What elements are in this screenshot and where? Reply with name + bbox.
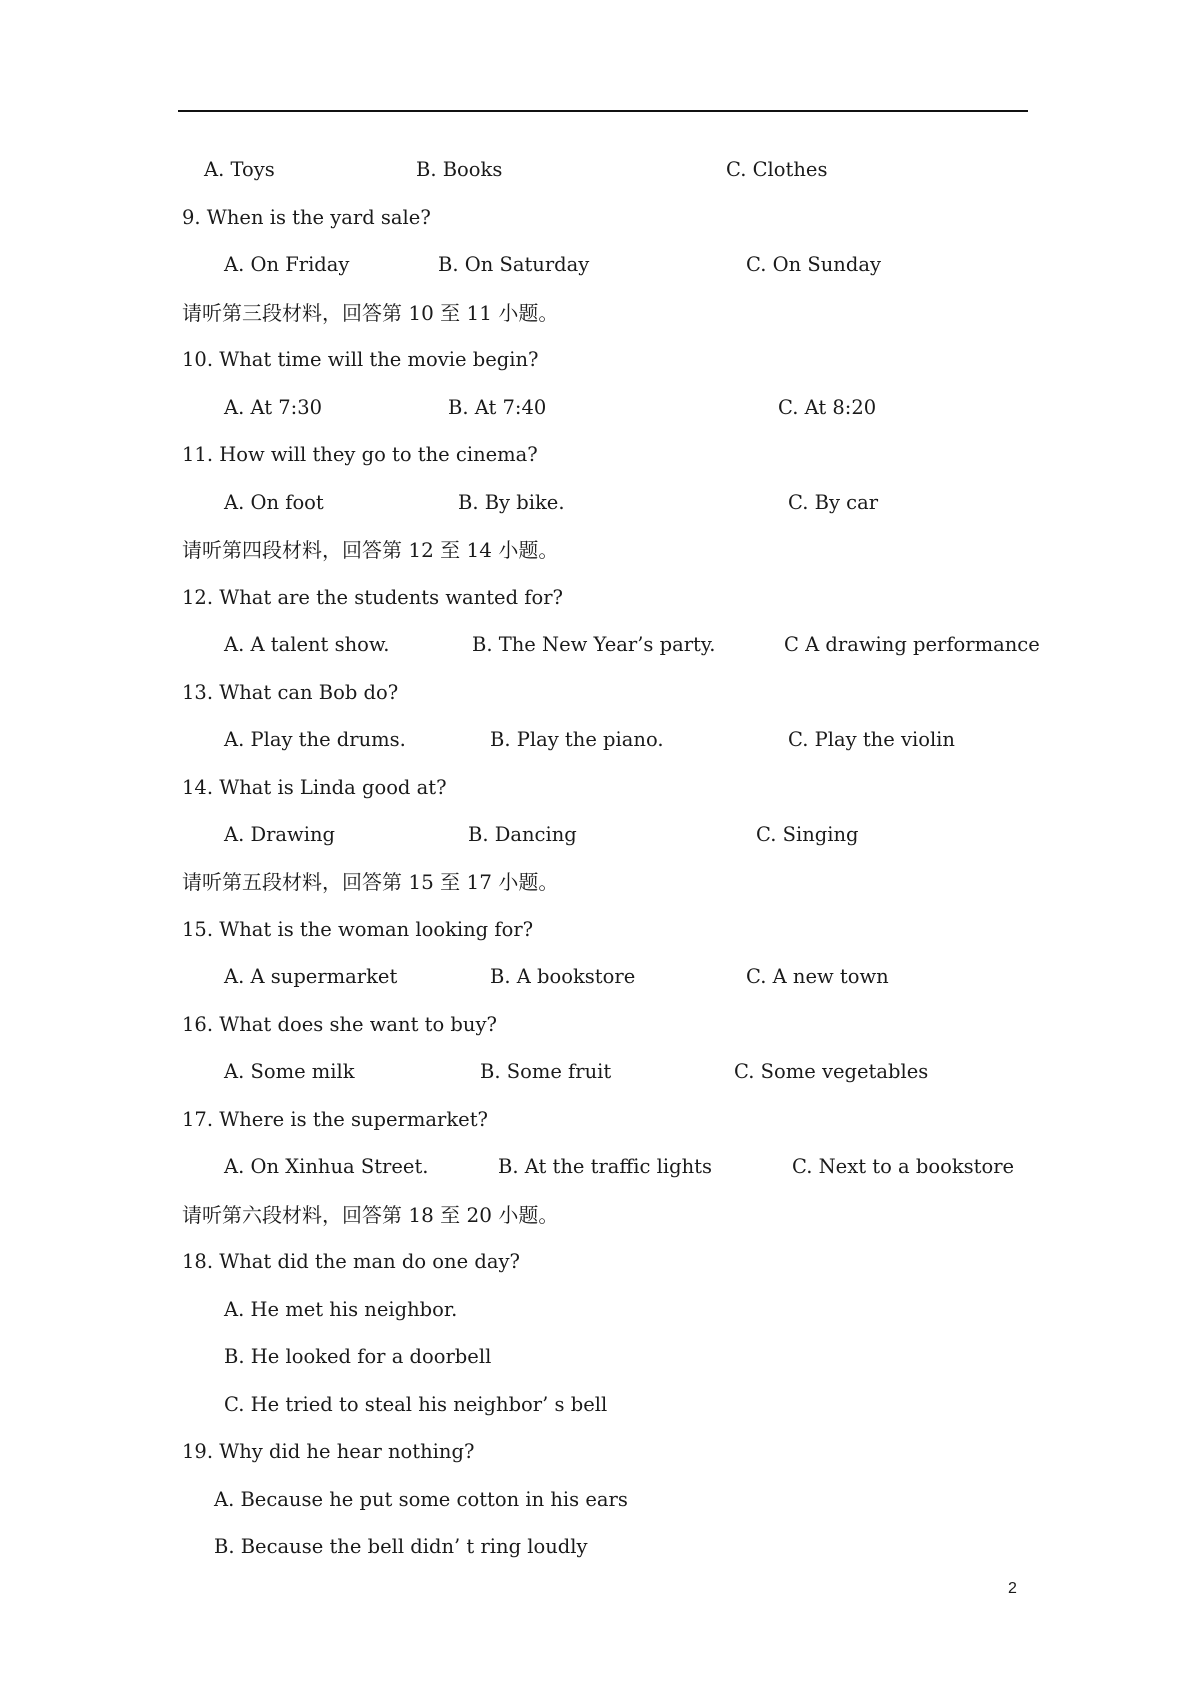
question-19-option-b-line bbox=[0, 1531, 1200, 1563]
question-18-option-b-line bbox=[0, 1341, 1200, 1373]
option-b: B. Because the bell didn’ t ring loudly bbox=[214, 1535, 588, 1558]
option-a: A. Play the drums. bbox=[224, 728, 406, 751]
section-heading-5 bbox=[0, 866, 1200, 898]
question-12-options bbox=[0, 629, 1200, 661]
option-b: B. He looked for a doorbell bbox=[224, 1345, 492, 1368]
page-number: 2 bbox=[1008, 1580, 1017, 1597]
question-17-options bbox=[0, 1151, 1200, 1183]
option-c: C. By car bbox=[788, 491, 879, 514]
question-9 bbox=[0, 202, 1200, 234]
question-18-option-c-line bbox=[0, 1389, 1200, 1421]
option-b: B. On Saturday bbox=[438, 253, 590, 276]
q8-option-b: B. Books bbox=[416, 158, 503, 181]
option-b: B. A bookstore bbox=[490, 965, 636, 988]
question-18-option-a-line bbox=[0, 1294, 1200, 1326]
header-rule bbox=[178, 110, 1028, 112]
question-12 bbox=[0, 582, 1200, 614]
option-a: A. A supermarket bbox=[224, 965, 398, 988]
question-text: 18. What did the man do one day? bbox=[182, 1250, 520, 1273]
question-16 bbox=[0, 1009, 1200, 1041]
question-10 bbox=[0, 344, 1200, 376]
q8-option-a: A. Toys bbox=[204, 158, 275, 181]
section-heading-text: 请听第三段材料，回答第 10 至 11 小题。 bbox=[182, 301, 559, 325]
question-text: 16. What does she want to buy? bbox=[182, 1013, 497, 1036]
section-heading-text: 请听第六段材料，回答第 18 至 20 小题。 bbox=[182, 1203, 559, 1227]
question-9-options bbox=[0, 249, 1200, 281]
option-b: B. Play the piano. bbox=[490, 728, 664, 751]
option-a: A. Some milk bbox=[224, 1060, 355, 1083]
option-c: C. A new town bbox=[746, 965, 889, 988]
section-heading-text: 请听第五段材料，回答第 15 至 17 小题。 bbox=[182, 870, 559, 894]
option-c: C. Next to a bookstore bbox=[792, 1155, 1015, 1178]
question-text: 17. Where is the supermarket? bbox=[182, 1108, 488, 1131]
option-a: A. At 7:30 bbox=[224, 396, 323, 419]
question-14-options bbox=[0, 819, 1200, 851]
option-a: A. On foot bbox=[224, 491, 324, 514]
question-text: 11. How will they go to the cinema? bbox=[182, 443, 538, 466]
question-text: 10. What time will the movie begin? bbox=[182, 348, 539, 371]
option-c: C. On Sunday bbox=[746, 253, 881, 276]
option-b: B. Some fruit bbox=[480, 1060, 612, 1083]
question-17 bbox=[0, 1104, 1200, 1136]
option-a: A. He met his neighbor. bbox=[224, 1298, 458, 1321]
question-13-options bbox=[0, 724, 1200, 756]
question-text: 15. What is the woman looking for? bbox=[182, 918, 534, 941]
question-16-options bbox=[0, 1056, 1200, 1088]
question-14 bbox=[0, 772, 1200, 804]
section-heading-text: 请听第四段材料，回答第 12 至 14 小题。 bbox=[182, 538, 559, 562]
option-b: B. At 7:40 bbox=[448, 396, 547, 419]
question-15-options bbox=[0, 961, 1200, 993]
question-11-options bbox=[0, 487, 1200, 519]
question-text: 19. Why did he hear nothing? bbox=[182, 1440, 475, 1463]
option-a: A. On Friday bbox=[224, 253, 350, 276]
option-b: B. By bike. bbox=[458, 491, 565, 514]
question-19-option-a-line bbox=[0, 1484, 1200, 1516]
question-11 bbox=[0, 439, 1200, 471]
section-heading-4 bbox=[0, 534, 1200, 566]
question-text: 9. When is the yard sale? bbox=[182, 206, 431, 229]
question-text: 13. What can Bob do? bbox=[182, 681, 399, 704]
option-c: C. Singing bbox=[756, 823, 859, 846]
option-a: A. A talent show. bbox=[224, 633, 390, 656]
q8-option-c: C. Clothes bbox=[726, 158, 828, 181]
option-a: A. Drawing bbox=[224, 823, 336, 846]
question-text: 12. What are the students wanted for? bbox=[182, 586, 563, 609]
option-c: C A drawing performance bbox=[784, 633, 1040, 656]
question-13 bbox=[0, 677, 1200, 709]
question-10-options bbox=[0, 392, 1200, 424]
option-b: B. Dancing bbox=[468, 823, 577, 846]
option-b: B. The New Year’s party. bbox=[472, 633, 716, 656]
section-heading-3 bbox=[0, 297, 1200, 329]
q8-options bbox=[0, 154, 1200, 186]
option-c: C. Some vegetables bbox=[734, 1060, 929, 1083]
option-b: B. At the traffic lights bbox=[498, 1155, 712, 1178]
option-c: C. Play the violin bbox=[788, 728, 955, 751]
option-c: C. He tried to steal his neighbor’ s bell bbox=[224, 1393, 608, 1416]
question-19 bbox=[0, 1436, 1200, 1468]
section-heading-6 bbox=[0, 1199, 1200, 1231]
option-c: C. At 8:20 bbox=[778, 396, 877, 419]
option-a: A. Because he put some cotton in his ears bbox=[214, 1488, 628, 1511]
question-18 bbox=[0, 1246, 1200, 1278]
question-text: 14. What is Linda good at? bbox=[182, 776, 447, 799]
option-a: A. On Xinhua Street. bbox=[224, 1155, 429, 1178]
question-15 bbox=[0, 914, 1200, 946]
